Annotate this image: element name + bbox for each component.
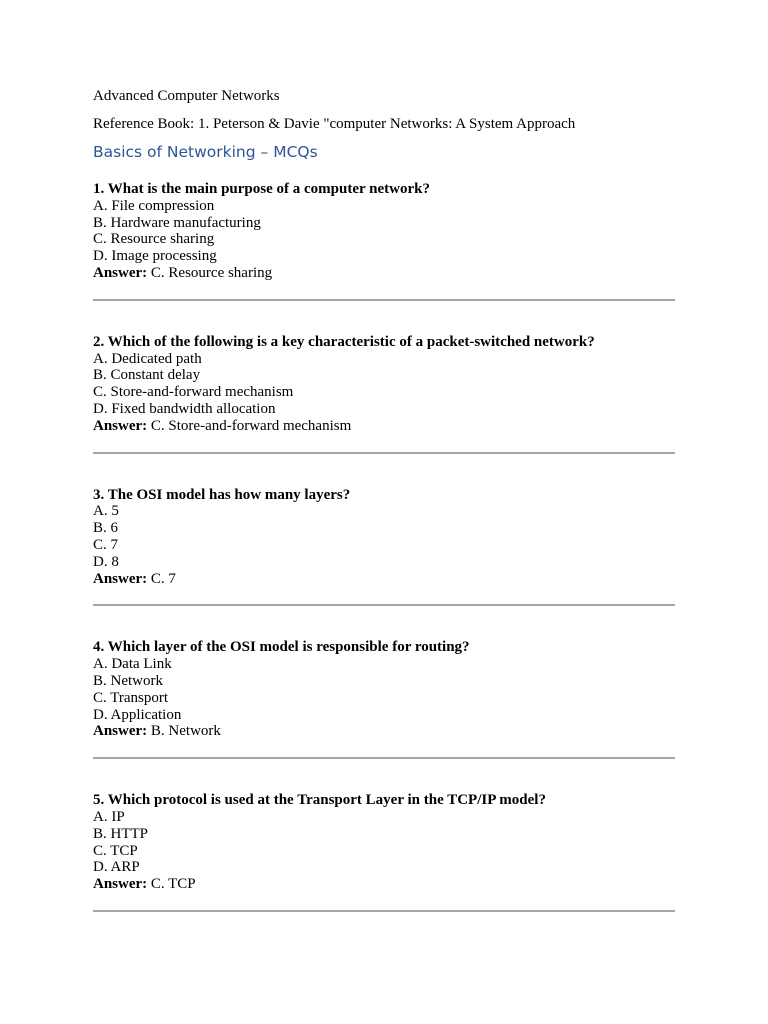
option-c: C. Store-and-forward mechanism [93,384,294,401]
option-d: D. ARP [93,859,140,876]
option-d: D. Fixed bandwidth allocation [93,400,276,417]
answer-label: Answer: [93,264,148,281]
answer-value: C. 7 [150,570,176,587]
answer-label: Answer: [93,723,148,740]
option-c: C. Transport [93,689,169,706]
course-title: Advanced Computer Networks [93,88,280,104]
question-text: 1. What is the main purpose of a computer network? [93,181,430,197]
option-b: B. Constant delay [93,367,201,384]
answer-line [93,265,675,282]
option-c: C. 7 [93,536,119,553]
question-block-2 [93,334,675,454]
option-a: A. IP [93,808,125,825]
reference-book-line: Reference Book: 1. Peterson & Davie "computer Networks: A System Approach [93,116,576,132]
answer-value: C. Store-and-forward mechanism [150,417,352,434]
question-divider [93,757,675,759]
option-b: B. 6 [93,520,119,537]
answer-value: C. Resource sharing [150,264,273,281]
option-b: B. HTTP [93,825,149,842]
option-a: A. Dedicated path [93,350,202,367]
question-divider [93,299,675,301]
answer-label: Answer: [93,570,148,587]
answer-value: C. TCP [150,876,196,893]
question-text: 5. Which protocol is used at the Transport Layer in the TCP/IP model? [93,792,546,809]
option-d: D. Application [93,706,182,723]
question-divider [93,604,675,606]
option-d: D. 8 [93,553,119,570]
question-divider [93,910,675,912]
question-block-3 [93,487,675,607]
answer-line [93,723,675,740]
option-b: B. Hardware manufacturing [93,214,261,231]
question-text: 2. Which of the following is a key characteristic of a packet-switched network? [93,333,595,350]
question-block-5 [93,792,675,912]
option-a: A. File compression [93,197,215,214]
answer-line [93,418,675,435]
answer-label: Answer: [93,876,148,893]
question-text: 3. The OSI model has how many layers? [93,486,351,503]
answer-value: B. Network [150,723,221,740]
option-c: C. TCP [93,842,138,859]
document-page [93,86,675,912]
option-c: C. Resource sharing [93,231,215,248]
question-text: 4. Which layer of the OSI model is responsible for routing? [93,639,470,656]
question-block-4 [93,639,675,759]
section-heading: Basics of Networking – MCQs [93,143,318,161]
question-divider [93,452,675,454]
answer-line [93,571,675,588]
answer-line [93,876,675,893]
option-a: A. 5 [93,503,119,520]
option-a: A. Data Link [93,656,172,673]
option-d: D. Image processing [93,248,217,265]
question-block-1 [93,181,675,301]
option-b: B. Network [93,672,163,689]
question-list [93,181,675,912]
answer-label: Answer: [93,417,148,434]
